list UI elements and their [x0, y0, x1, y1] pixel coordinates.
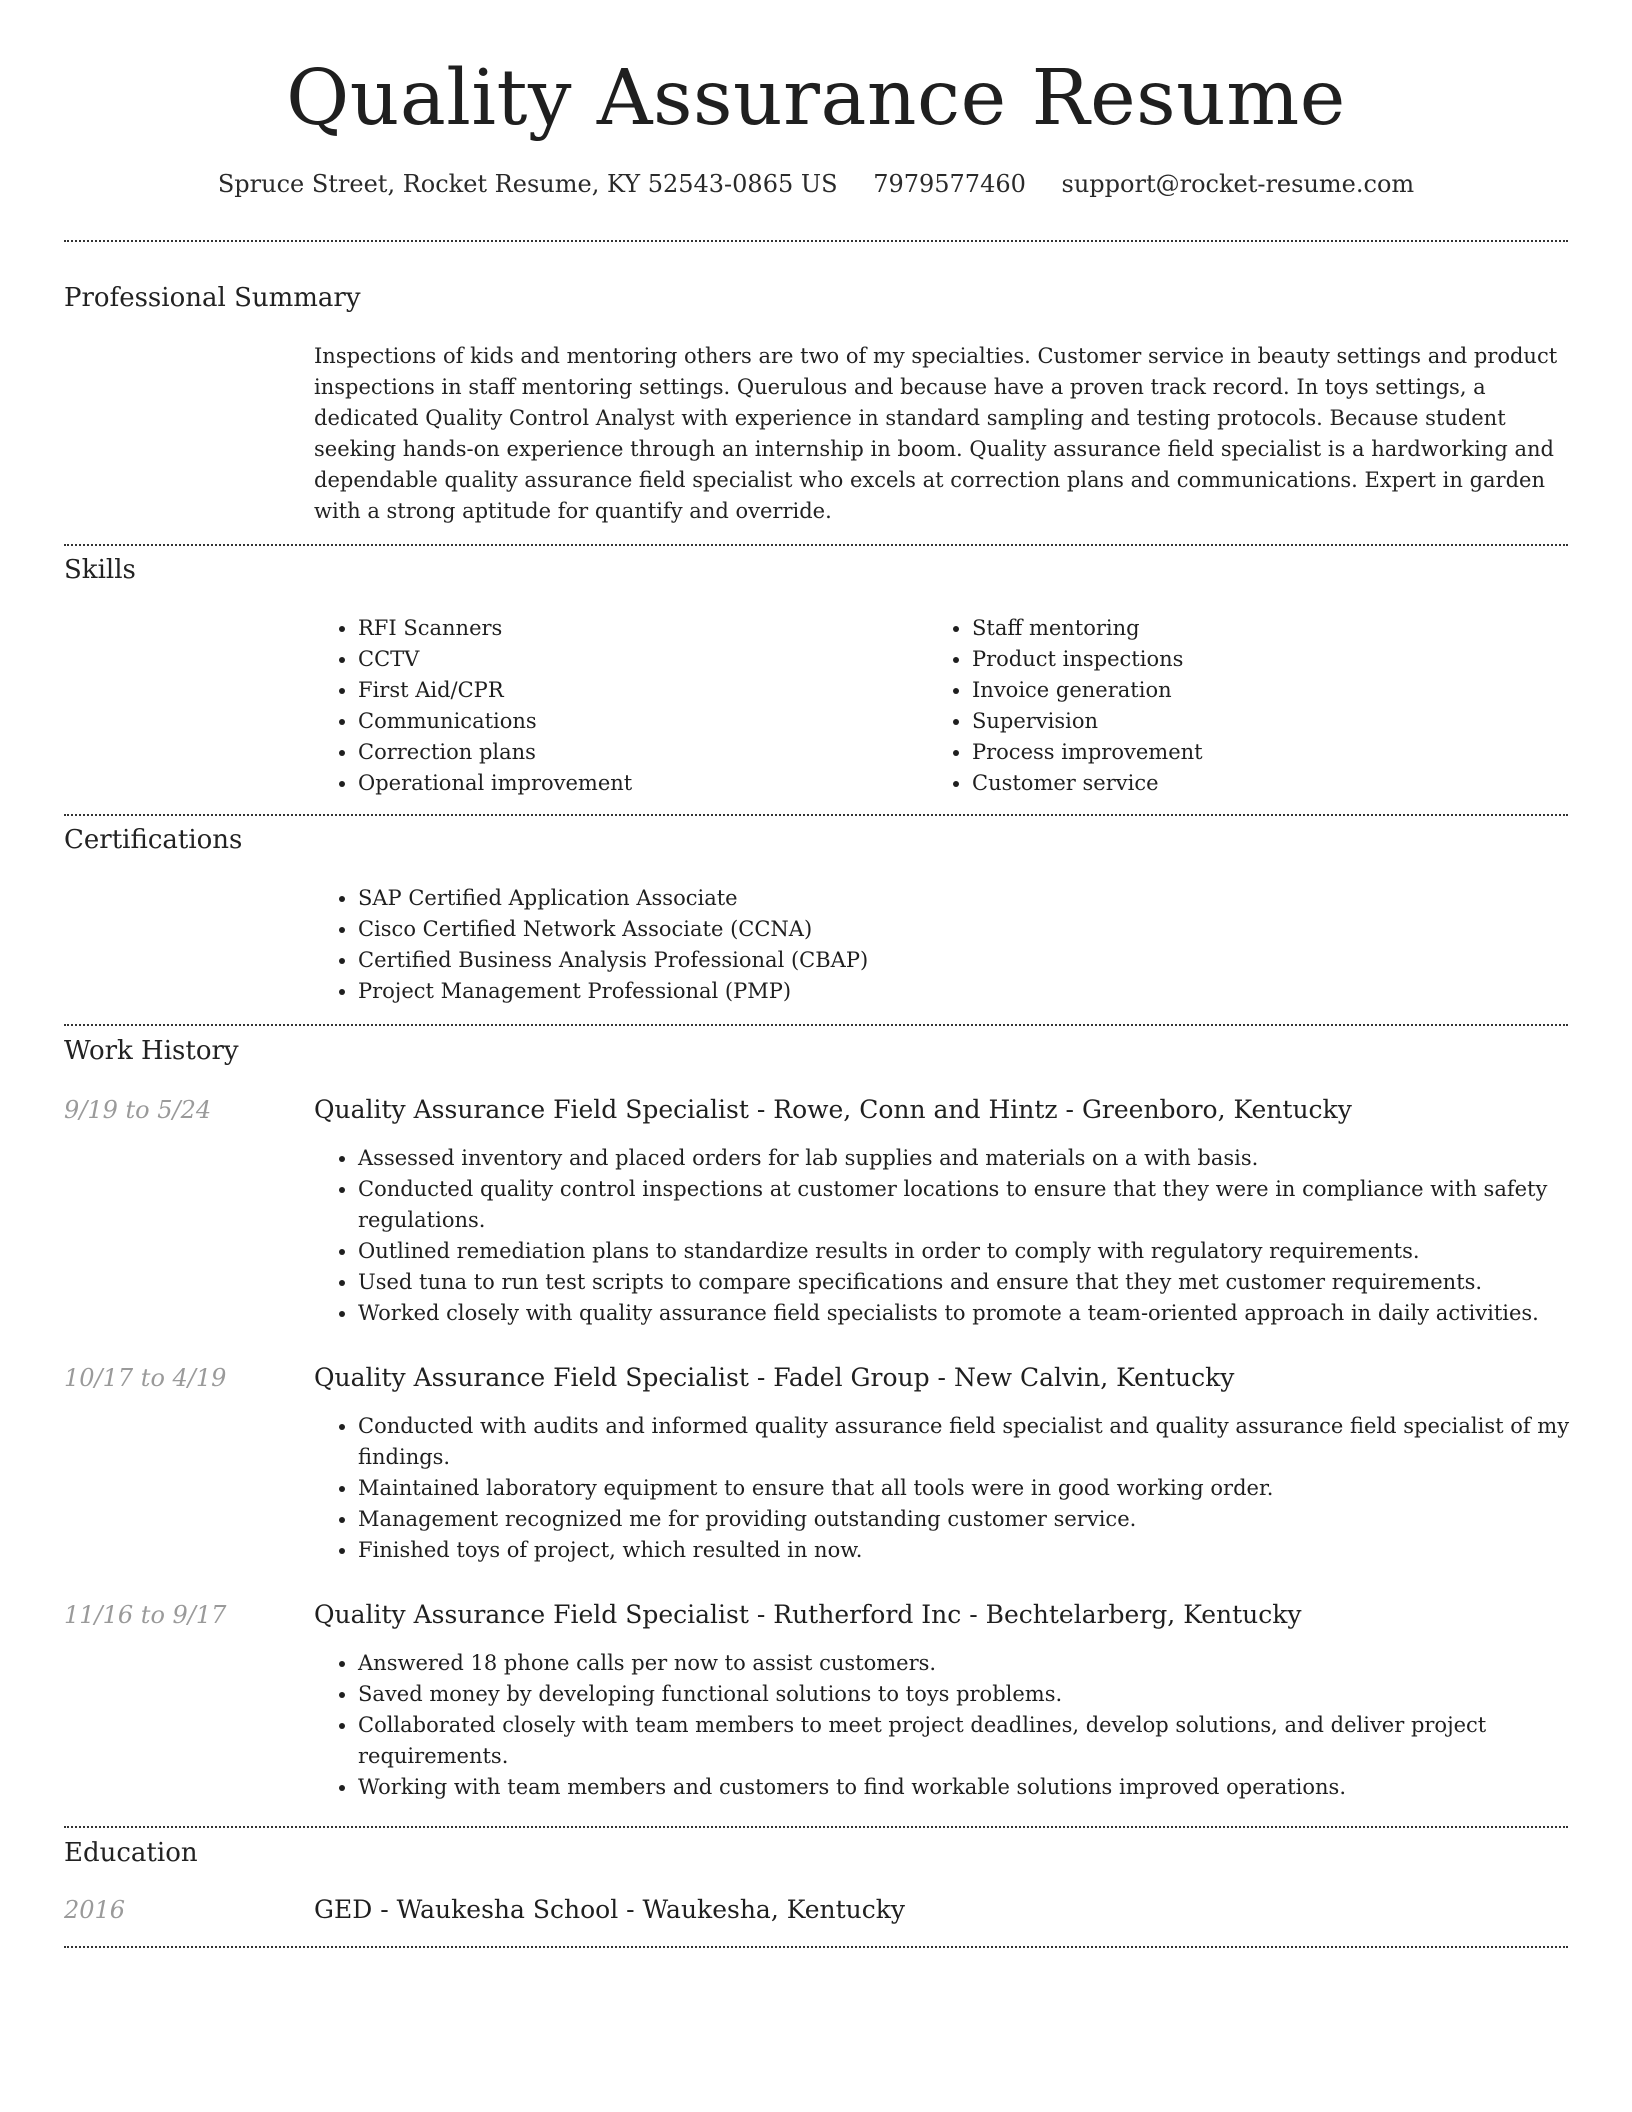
section-title-education: Education [64, 1838, 198, 1868]
list-item: • Maintained laboratory equipment to ensure that all tools were in good working order. [358, 1473, 1612, 1504]
list-item: • Answered 18 phone calls per now to assist customers. [358, 1648, 1612, 1679]
job-dates: 9/19 to 5/24 [64, 1096, 212, 1124]
education-entry: GED - Waukesha School - Waukesha, Kentucky [314, 1895, 906, 1924]
list-item: • Invoice generation [972, 675, 1572, 706]
list-item: • SAP Certified Application Associate [358, 883, 1612, 914]
list-item: • Certified Business Analysis Professional (CBAP) [358, 945, 1612, 976]
list-item: • Staff mentoring [972, 613, 1572, 644]
list-item: • Conducted with audits and informed quality assurance field specialist and quality assurance field specialist of my findings. [358, 1411, 1612, 1473]
divider [64, 1826, 1568, 1828]
divider [64, 1024, 1568, 1026]
list-item: • Worked closely with quality assurance field specialists to promote a team-oriented approach in daily activities. [358, 1298, 1612, 1329]
list-item: • Outlined remediation plans to standardize results in order to comply with regulatory requirements. [358, 1236, 1612, 1267]
resume-page [64, 0, 1570, 1924]
list-item: • First Aid/CPR [358, 675, 958, 706]
list-item: • Saved money by developing functional solutions to toys problems. [358, 1679, 1612, 1710]
list-item: • Working with team members and customers to find workable solutions improved operations. [358, 1772, 1612, 1803]
section-title-skills: Skills [64, 555, 136, 585]
divider [64, 1946, 1568, 1948]
section-title-certifications: Certifications [64, 825, 243, 855]
list-item: • RFI Scanners [358, 613, 958, 644]
divider [64, 544, 1568, 546]
divider [64, 814, 1568, 816]
job-bullets [314, 1143, 1612, 1329]
contact-line [64, 170, 1568, 204]
list-item: • Collaborated closely with team members to meet project deadlines, develop solutions, and deliver project requirements. [358, 1710, 1612, 1772]
resume-title: Quality Assurance Resume [286, 54, 1346, 143]
list-item: • Supervision [972, 706, 1572, 737]
contact-address: Spruce Street, Rocket Resume, KY 52543-0865 US [217, 170, 838, 198]
job-dates: 11/16 to 9/17 [64, 1601, 227, 1629]
job-dates: 10/17 to 4/19 [64, 1364, 227, 1392]
list-item: • Conducted quality control inspections at customer locations to ensure that they were in compliance with safety regulations. [358, 1174, 1612, 1236]
list-item: • Communications [358, 706, 958, 737]
list-item: • Process improvement [972, 737, 1572, 768]
list-item: • Correction plans [358, 737, 958, 768]
summary-text: Inspections of kids and mentoring others are two of my specialties. Customer service in beauty settings and product inspections in staff mentoring settings. Querulous and because have a proven track record. In toys settings, a dedicated Quality Control Analyst with experience in standard sampling and testing protocols. Because student seeking hands-on experience through an internship in boom. Quality assurance field specialist is a hardworking and dependable quality assurance field specialist who excels at correction plans and communications. Expert in garden with a strong aptitude for quantify and override. [314, 344, 1558, 523]
list-item: • CCTV [358, 644, 958, 675]
job-heading: Quality Assurance Field Specialist - Rowe, Conn and Hintz - Greenboro, Kentucky [314, 1095, 1352, 1124]
skills-column-right [928, 613, 1572, 799]
list-item: • Management recognized me for providing outstanding customer service. [358, 1504, 1612, 1535]
divider [64, 240, 1568, 242]
list-item: • Customer service [972, 768, 1572, 799]
job-heading: Quality Assurance Field Specialist - Fadel Group - New Calvin, Kentucky [314, 1363, 1235, 1392]
education-date: 2016 [64, 1896, 126, 1924]
skills-column-left [314, 613, 958, 799]
job-bullets [314, 1648, 1612, 1803]
job-heading: Quality Assurance Field Specialist - Rutherford Inc - Bechtelarberg, Kentucky [314, 1600, 1302, 1629]
list-item: • Operational improvement [358, 768, 958, 799]
job-bullets [314, 1411, 1612, 1566]
list-item: • Finished toys of project, which resulted in now. [358, 1535, 1612, 1566]
list-item: • Used tuna to run test scripts to compare specifications and ensure that they met customer requirements. [358, 1267, 1612, 1298]
list-item: • Project Management Professional (PMP) [358, 976, 1612, 1007]
section-title-summary: Professional Summary [64, 283, 361, 313]
list-item: • Assessed inventory and placed orders for lab supplies and materials on a with basis. [358, 1143, 1612, 1174]
section-title-work-history: Work History [64, 1036, 239, 1066]
list-item: • Cisco Certified Network Associate (CCNA) [358, 914, 1612, 945]
list-item: • Product inspections [972, 644, 1572, 675]
contact-email: support@rocket-resume.com [1061, 170, 1415, 198]
contact-phone: 7979577460 [873, 170, 1026, 198]
certifications-list [314, 883, 1612, 1007]
